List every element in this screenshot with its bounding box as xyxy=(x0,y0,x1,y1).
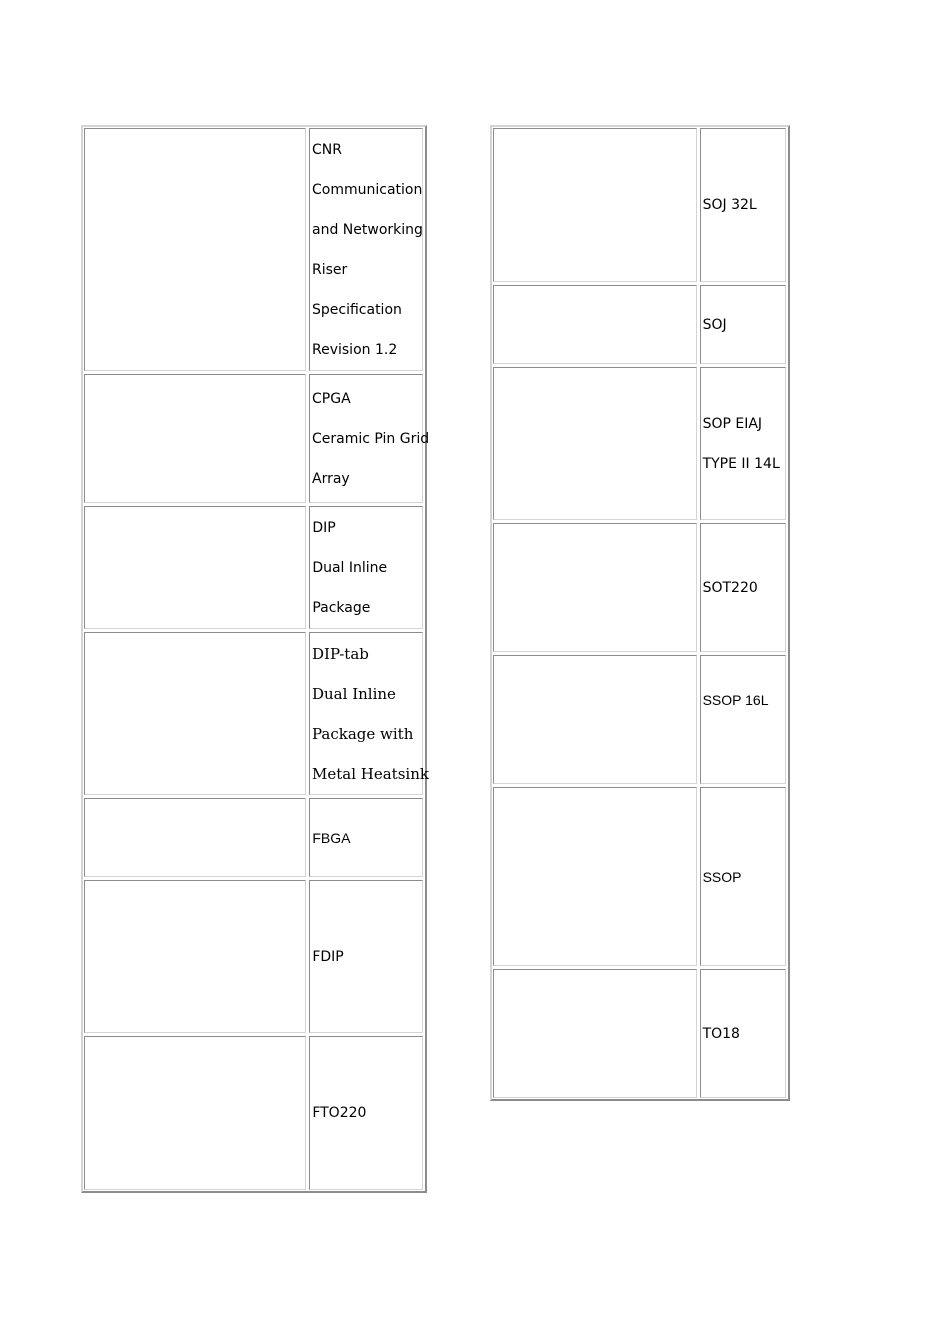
package-label-cell xyxy=(700,655,786,784)
table-row xyxy=(493,128,786,282)
package-label-line: FDIP xyxy=(312,948,344,965)
package-image-cell xyxy=(84,506,306,629)
package-label-cell xyxy=(700,128,786,282)
package-label-line: Ceramic Pin Grid xyxy=(312,430,430,447)
package-image-cell xyxy=(493,523,697,652)
package-label-line: Package xyxy=(312,599,371,616)
table-row xyxy=(493,655,786,784)
package-label-line: DIP-tab xyxy=(312,644,369,663)
package-label-cell xyxy=(309,632,429,795)
table-row xyxy=(493,787,786,966)
package-label-line: SOP EIAJ xyxy=(702,415,763,432)
package-image-cell xyxy=(493,969,697,1098)
package-label-cell xyxy=(700,787,786,966)
package-label-line: Package with xyxy=(312,724,414,743)
package-label-cell xyxy=(309,374,430,503)
package-label-line: Dual Inline xyxy=(312,684,396,703)
package-label-line: TO18 xyxy=(702,1025,740,1042)
package-label-line: and Networking xyxy=(312,221,423,238)
package-label-cell xyxy=(700,285,786,364)
package-label-line: Communication xyxy=(312,181,423,198)
package-label-line: Array xyxy=(312,470,350,487)
package-label-line: SOJ 32L xyxy=(702,197,757,213)
package-image-cell xyxy=(84,128,306,371)
table-row xyxy=(493,367,786,520)
package-label-line: Specification xyxy=(312,301,402,318)
package-label-line: SSOP xyxy=(702,868,742,885)
right-package-table xyxy=(490,125,790,1101)
package-label-line: FTO220 xyxy=(312,1105,367,1121)
package-label-line: SOJ xyxy=(702,316,727,333)
package-label-cell xyxy=(309,506,423,629)
package-label-cell xyxy=(700,969,786,1098)
table-row xyxy=(493,969,786,1098)
package-label-cell xyxy=(700,523,786,652)
package-label-line: Dual Inline xyxy=(312,559,388,576)
package-image-cell xyxy=(84,798,306,877)
package-image-cell xyxy=(493,655,697,784)
table-row xyxy=(84,506,423,629)
package-image-cell xyxy=(84,632,306,795)
left-package-table xyxy=(81,125,430,1193)
package-image-cell xyxy=(84,1036,306,1190)
table-row xyxy=(84,374,430,503)
table-row xyxy=(84,798,423,877)
package-label-line: SOT220 xyxy=(702,579,758,596)
table-row xyxy=(84,880,423,1033)
package-label-line: CPGA xyxy=(312,390,351,407)
package-image-cell xyxy=(493,285,697,364)
table-row xyxy=(84,1036,423,1190)
table-row xyxy=(84,632,429,795)
package-image-cell xyxy=(493,367,697,520)
package-label-line: SSOP 16L xyxy=(702,692,769,708)
table-row xyxy=(493,285,786,364)
package-label-line: DIP xyxy=(312,519,336,536)
package-label-line: FBGA xyxy=(312,829,351,846)
package-image-cell xyxy=(84,880,306,1033)
package-label-line: Revision 1.2 xyxy=(312,341,398,358)
package-label-cell xyxy=(309,798,423,877)
package-label-cell xyxy=(309,880,423,1033)
package-label-line: Metal Heatsink xyxy=(312,764,429,783)
package-label-line: CNR xyxy=(312,141,342,158)
package-label-cell xyxy=(309,128,423,371)
table-row xyxy=(493,523,786,652)
table-row xyxy=(84,128,423,371)
package-image-cell xyxy=(493,787,697,966)
package-label-line: TYPE II 14L xyxy=(702,455,780,472)
package-label-line: Riser xyxy=(312,261,348,278)
package-label-cell xyxy=(309,1036,423,1190)
package-image-cell xyxy=(493,128,697,282)
package-label-cell xyxy=(700,367,786,520)
package-image-cell xyxy=(84,374,306,503)
